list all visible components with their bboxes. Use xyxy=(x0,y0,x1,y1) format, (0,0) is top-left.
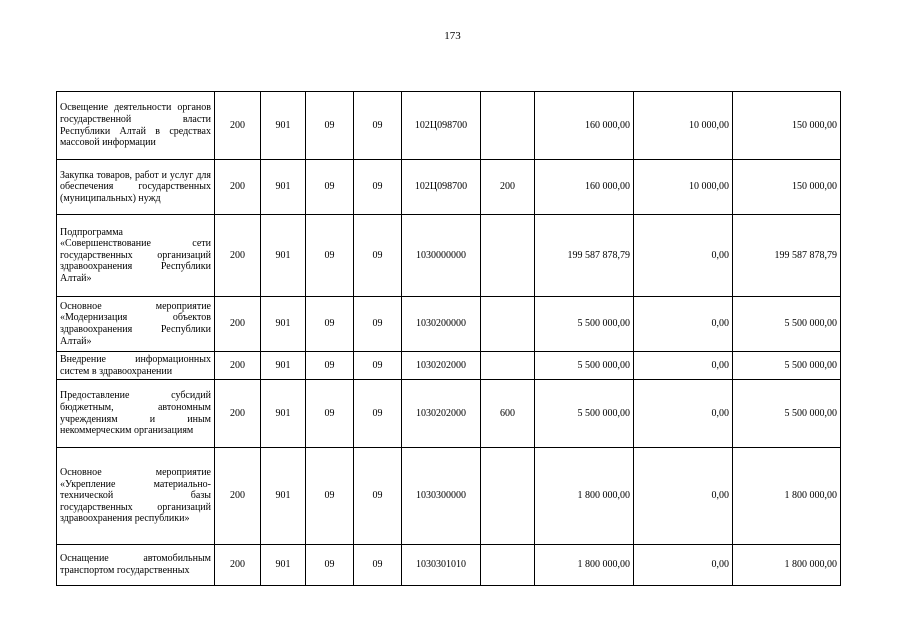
row-sum-1: 1 800 000,00 xyxy=(535,545,634,586)
row-target-code: 1030300000 xyxy=(402,448,481,545)
row-code-1: 200 xyxy=(215,160,261,215)
row-code-3: 09 xyxy=(306,215,354,297)
row-sum-1: 160 000,00 xyxy=(535,92,634,160)
row-sum-3: 5 500 000,00 xyxy=(733,380,841,448)
row-expense-type: 200 xyxy=(481,160,535,215)
table-row xyxy=(57,92,841,160)
row-code-1: 200 xyxy=(215,92,261,160)
row-sum-3: 1 800 000,00 xyxy=(733,448,841,545)
page-number: 173 xyxy=(444,30,461,42)
row-target-code: 1030202000 xyxy=(402,352,481,380)
row-name: Освещение деятельности органов государственной власти Республики Алтай в средствах массовой информации xyxy=(57,92,215,160)
row-target-code: 1030000000 xyxy=(402,215,481,297)
row-name: Оснащение автомобильным транспортом государственных xyxy=(57,545,215,586)
row-expense-type xyxy=(481,352,535,380)
row-code-2: 901 xyxy=(261,448,306,545)
row-sum-1: 5 500 000,00 xyxy=(535,352,634,380)
table-row xyxy=(57,545,841,586)
table-row xyxy=(57,297,841,352)
table-row xyxy=(57,448,841,545)
row-code-4: 09 xyxy=(354,545,402,586)
row-sum-1: 5 500 000,00 xyxy=(535,297,634,352)
table-row xyxy=(57,380,841,448)
table-row xyxy=(57,352,841,380)
row-target-code: 102Ц098700 xyxy=(402,92,481,160)
row-sum-1: 160 000,00 xyxy=(535,160,634,215)
row-sum-3: 150 000,00 xyxy=(733,160,841,215)
row-code-3: 09 xyxy=(306,545,354,586)
row-code-3: 09 xyxy=(306,448,354,545)
row-sum-2: 0,00 xyxy=(634,352,733,380)
row-expense-type xyxy=(481,448,535,545)
row-sum-1: 5 500 000,00 xyxy=(535,380,634,448)
row-code-3: 09 xyxy=(306,380,354,448)
row-sum-1: 1 800 000,00 xyxy=(535,448,634,545)
row-sum-2: 0,00 xyxy=(634,297,733,352)
row-code-2: 901 xyxy=(261,92,306,160)
row-code-3: 09 xyxy=(306,160,354,215)
row-code-1: 200 xyxy=(215,215,261,297)
row-code-1: 200 xyxy=(215,352,261,380)
budget-table xyxy=(56,91,841,586)
row-target-code: 1030301010 xyxy=(402,545,481,586)
row-code-3: 09 xyxy=(306,92,354,160)
row-sum-2: 0,00 xyxy=(634,545,733,586)
row-expense-type: 600 xyxy=(481,380,535,448)
row-sum-2: 0,00 xyxy=(634,215,733,297)
row-code-2: 901 xyxy=(261,215,306,297)
row-code-4: 09 xyxy=(354,352,402,380)
row-target-code: 102Ц098700 xyxy=(402,160,481,215)
row-expense-type xyxy=(481,545,535,586)
row-sum-3: 199 587 878,79 xyxy=(733,215,841,297)
row-code-4: 09 xyxy=(354,215,402,297)
row-sum-2: 0,00 xyxy=(634,380,733,448)
row-target-code: 1030202000 xyxy=(402,380,481,448)
row-code-2: 901 xyxy=(261,160,306,215)
row-code-1: 200 xyxy=(215,380,261,448)
row-name: Основное мероприятие «Модернизация объектов здравоохранения Республики Алтай» xyxy=(57,297,215,352)
row-code-3: 09 xyxy=(306,352,354,380)
row-code-4: 09 xyxy=(354,297,402,352)
row-code-3: 09 xyxy=(306,297,354,352)
row-expense-type xyxy=(481,215,535,297)
row-expense-type xyxy=(481,297,535,352)
table-row xyxy=(57,160,841,215)
row-sum-3: 150 000,00 xyxy=(733,92,841,160)
row-code-4: 09 xyxy=(354,380,402,448)
row-sum-1: 199 587 878,79 xyxy=(535,215,634,297)
row-name: Подпрограмма «Совершенствование сети государственных организаций здравоохранения Республики Алтай» xyxy=(57,215,215,297)
row-code-1: 200 xyxy=(215,448,261,545)
row-sum-3: 5 500 000,00 xyxy=(733,352,841,380)
row-code-2: 901 xyxy=(261,380,306,448)
row-code-2: 901 xyxy=(261,297,306,352)
row-name: Внедрение информационных систем в здравоохранении xyxy=(57,352,215,380)
table-row xyxy=(57,215,841,297)
row-target-code: 1030200000 xyxy=(402,297,481,352)
row-code-1: 200 xyxy=(215,545,261,586)
row-name: Предоставление субсидий бюджетным, автономным учреждениям и иным некоммерческим организациям xyxy=(57,380,215,448)
row-code-2: 901 xyxy=(261,545,306,586)
row-code-2: 901 xyxy=(261,352,306,380)
row-expense-type xyxy=(481,92,535,160)
row-sum-2: 10 000,00 xyxy=(634,160,733,215)
row-code-4: 09 xyxy=(354,160,402,215)
row-code-1: 200 xyxy=(215,297,261,352)
row-name: Основное мероприятие «Укрепление материально-технической базы государственных организаций здравоохранения республики» xyxy=(57,448,215,545)
row-code-4: 09 xyxy=(354,92,402,160)
row-code-4: 09 xyxy=(354,448,402,545)
row-sum-3: 1 800 000,00 xyxy=(733,545,841,586)
row-sum-3: 5 500 000,00 xyxy=(733,297,841,352)
row-name: Закупка товаров, работ и услуг для обеспечения государственных (муниципальных) нужд xyxy=(57,160,215,215)
row-sum-2: 0,00 xyxy=(634,448,733,545)
row-sum-2: 10 000,00 xyxy=(634,92,733,160)
